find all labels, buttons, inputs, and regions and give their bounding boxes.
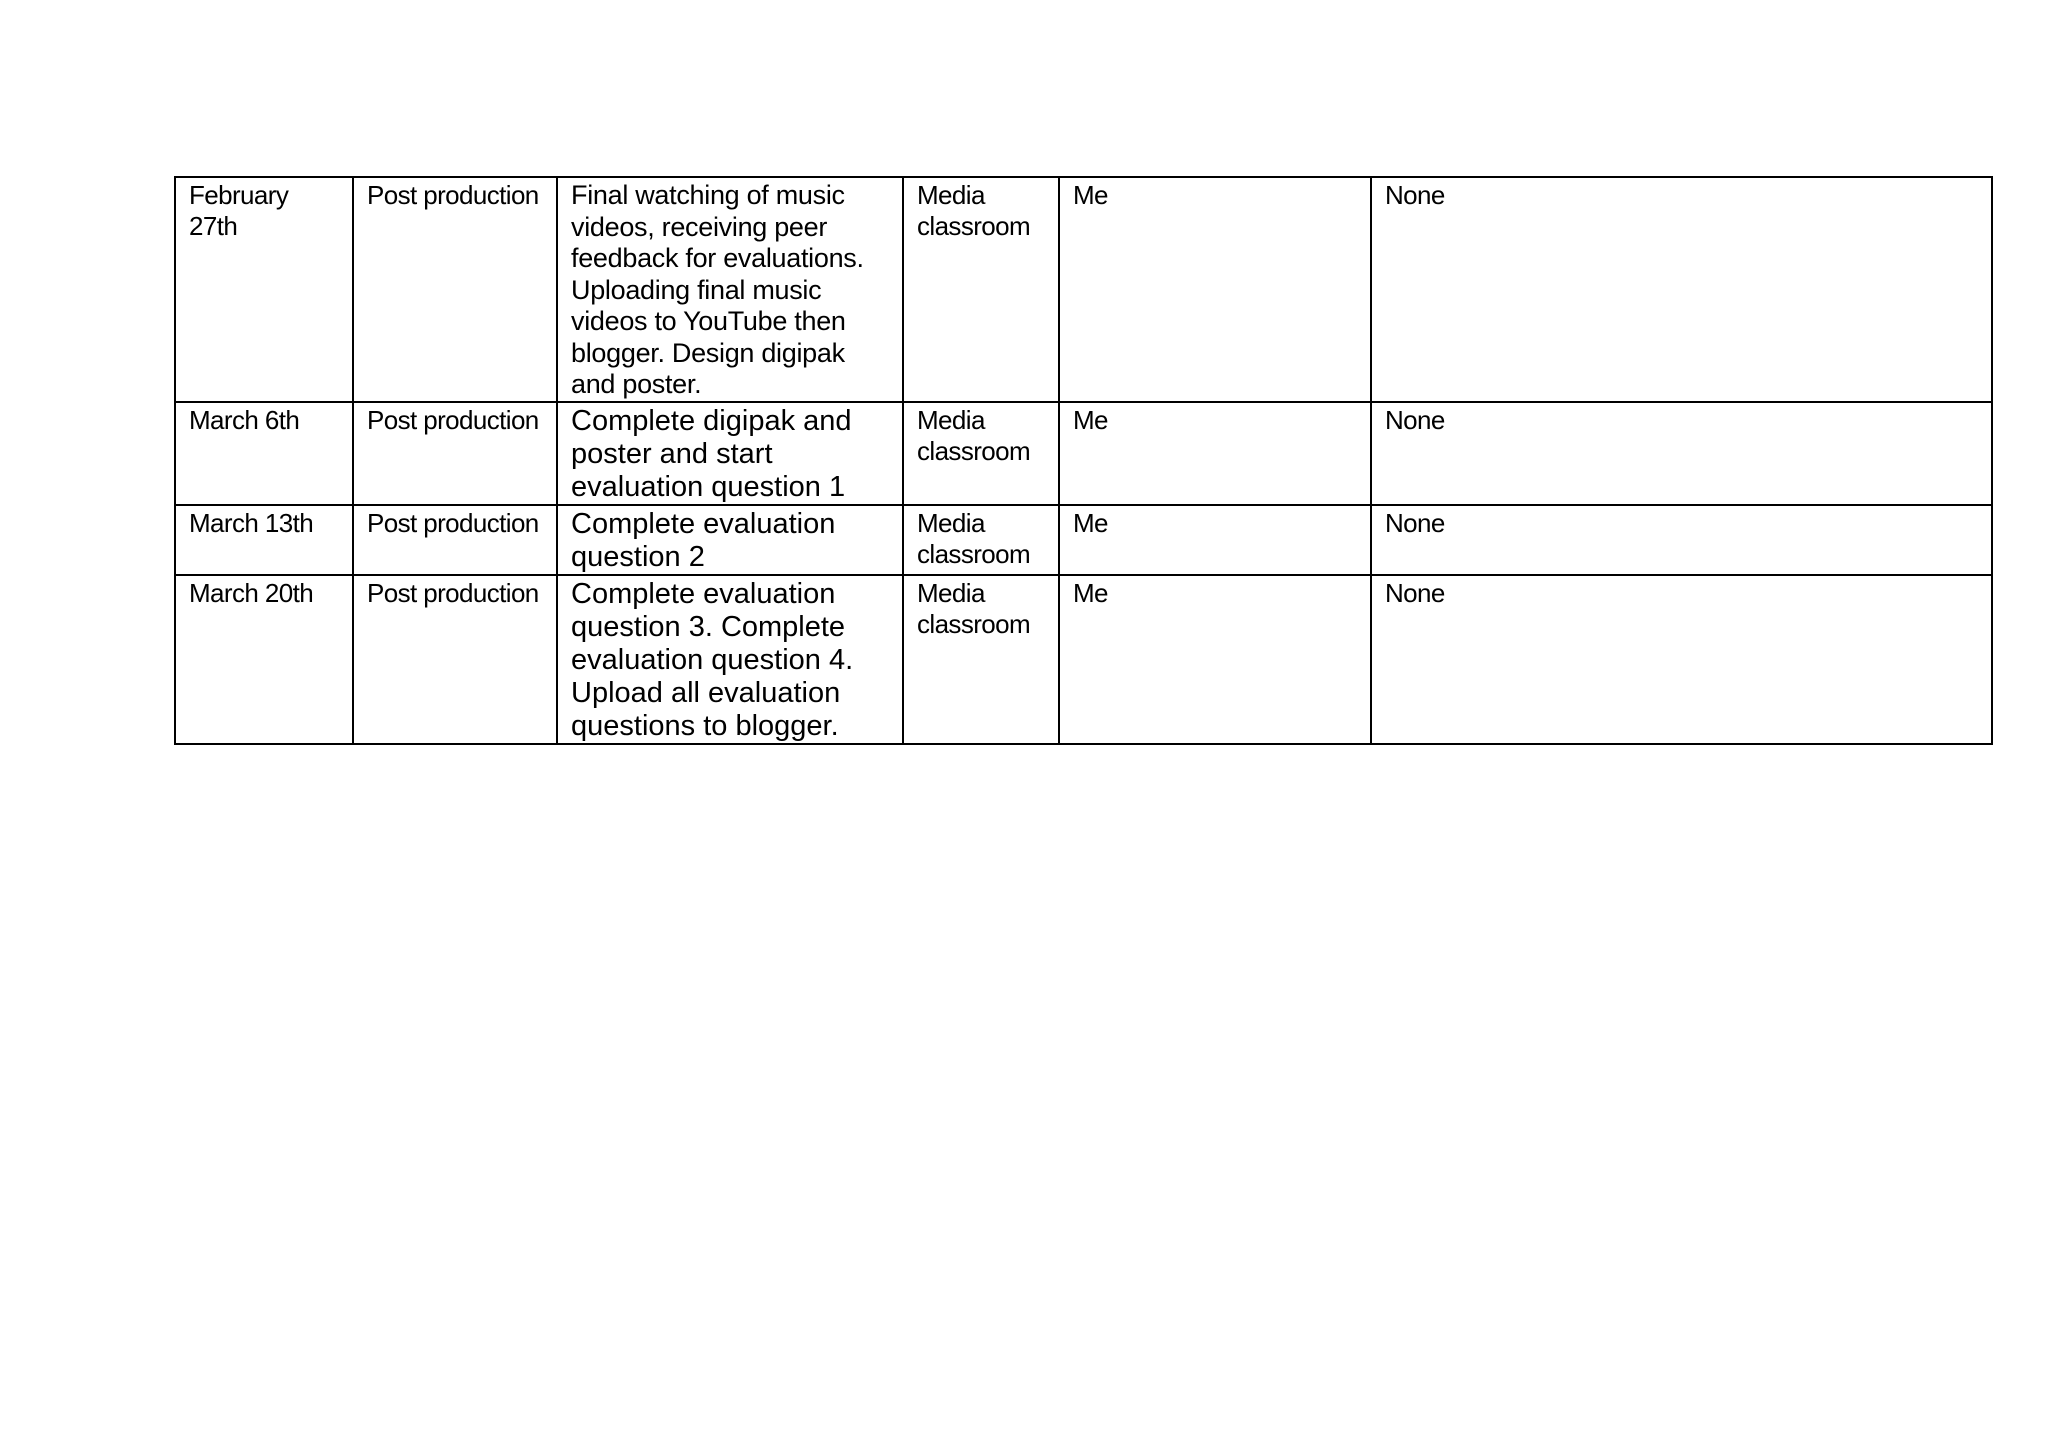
- stage-text: Post production: [367, 404, 539, 435]
- table-row: [175, 505, 1992, 575]
- stage-cell: [353, 505, 557, 575]
- date-cell: [175, 575, 353, 744]
- stage-text: Post production: [367, 507, 539, 538]
- notes-text: None: [1385, 404, 1445, 435]
- task-cell: [557, 505, 903, 575]
- notes-text: None: [1385, 180, 1445, 210]
- stage-cell: [353, 177, 557, 402]
- stage-text: Post production: [367, 577, 539, 608]
- notes-cell: [1371, 505, 1992, 575]
- person-text: Me: [1073, 507, 1108, 538]
- task-text: Complete digipak and poster and start evaluation question 1: [571, 404, 852, 503]
- date-cell: [175, 505, 353, 575]
- task-text: Final watching of music videos, receiving peer feedback for evaluations. Uploading final music videos to YouTube then blogger. Design digipak and poster.: [571, 180, 864, 399]
- date-text: February 27th: [189, 180, 289, 241]
- task-text: Complete evaluation question 2: [571, 507, 836, 573]
- location-text: Media classroom: [917, 577, 1031, 639]
- date-cell: [175, 177, 353, 402]
- person-text: Me: [1073, 404, 1108, 435]
- task-cell: [557, 575, 903, 744]
- location-cell: [903, 177, 1059, 402]
- location-text: Media classroom: [917, 507, 1031, 569]
- task-cell: [557, 177, 903, 402]
- location-text: Media classroom: [917, 404, 1031, 466]
- task-cell: [557, 402, 903, 505]
- stage-text: Post production: [367, 180, 539, 210]
- notes-text: None: [1385, 577, 1445, 608]
- schedule-table: [174, 176, 1993, 745]
- stage-cell: [353, 402, 557, 505]
- location-text: Media classroom: [917, 180, 1031, 241]
- person-cell: [1059, 402, 1371, 505]
- notes-cell: [1371, 575, 1992, 744]
- person-cell: [1059, 505, 1371, 575]
- table-row: [175, 177, 1992, 402]
- notes-cell: [1371, 402, 1992, 505]
- date-cell: [175, 402, 353, 505]
- location-cell: [903, 505, 1059, 575]
- person-text: Me: [1073, 180, 1108, 210]
- date-text: March 6th: [189, 404, 300, 435]
- location-cell: [903, 402, 1059, 505]
- date-text: March 13th: [189, 507, 314, 538]
- person-text: Me: [1073, 577, 1108, 608]
- notes-cell: [1371, 177, 1992, 402]
- stage-cell: [353, 575, 557, 744]
- table-row: [175, 575, 1992, 744]
- notes-text: None: [1385, 507, 1445, 538]
- location-cell: [903, 575, 1059, 744]
- date-text: March 20th: [189, 577, 314, 608]
- task-text: Complete evaluation question 3. Complete evaluation question 4. Upload all evaluation questions to blogger.: [571, 577, 854, 742]
- person-cell: [1059, 575, 1371, 744]
- person-cell: [1059, 177, 1371, 402]
- table-row: [175, 402, 1992, 505]
